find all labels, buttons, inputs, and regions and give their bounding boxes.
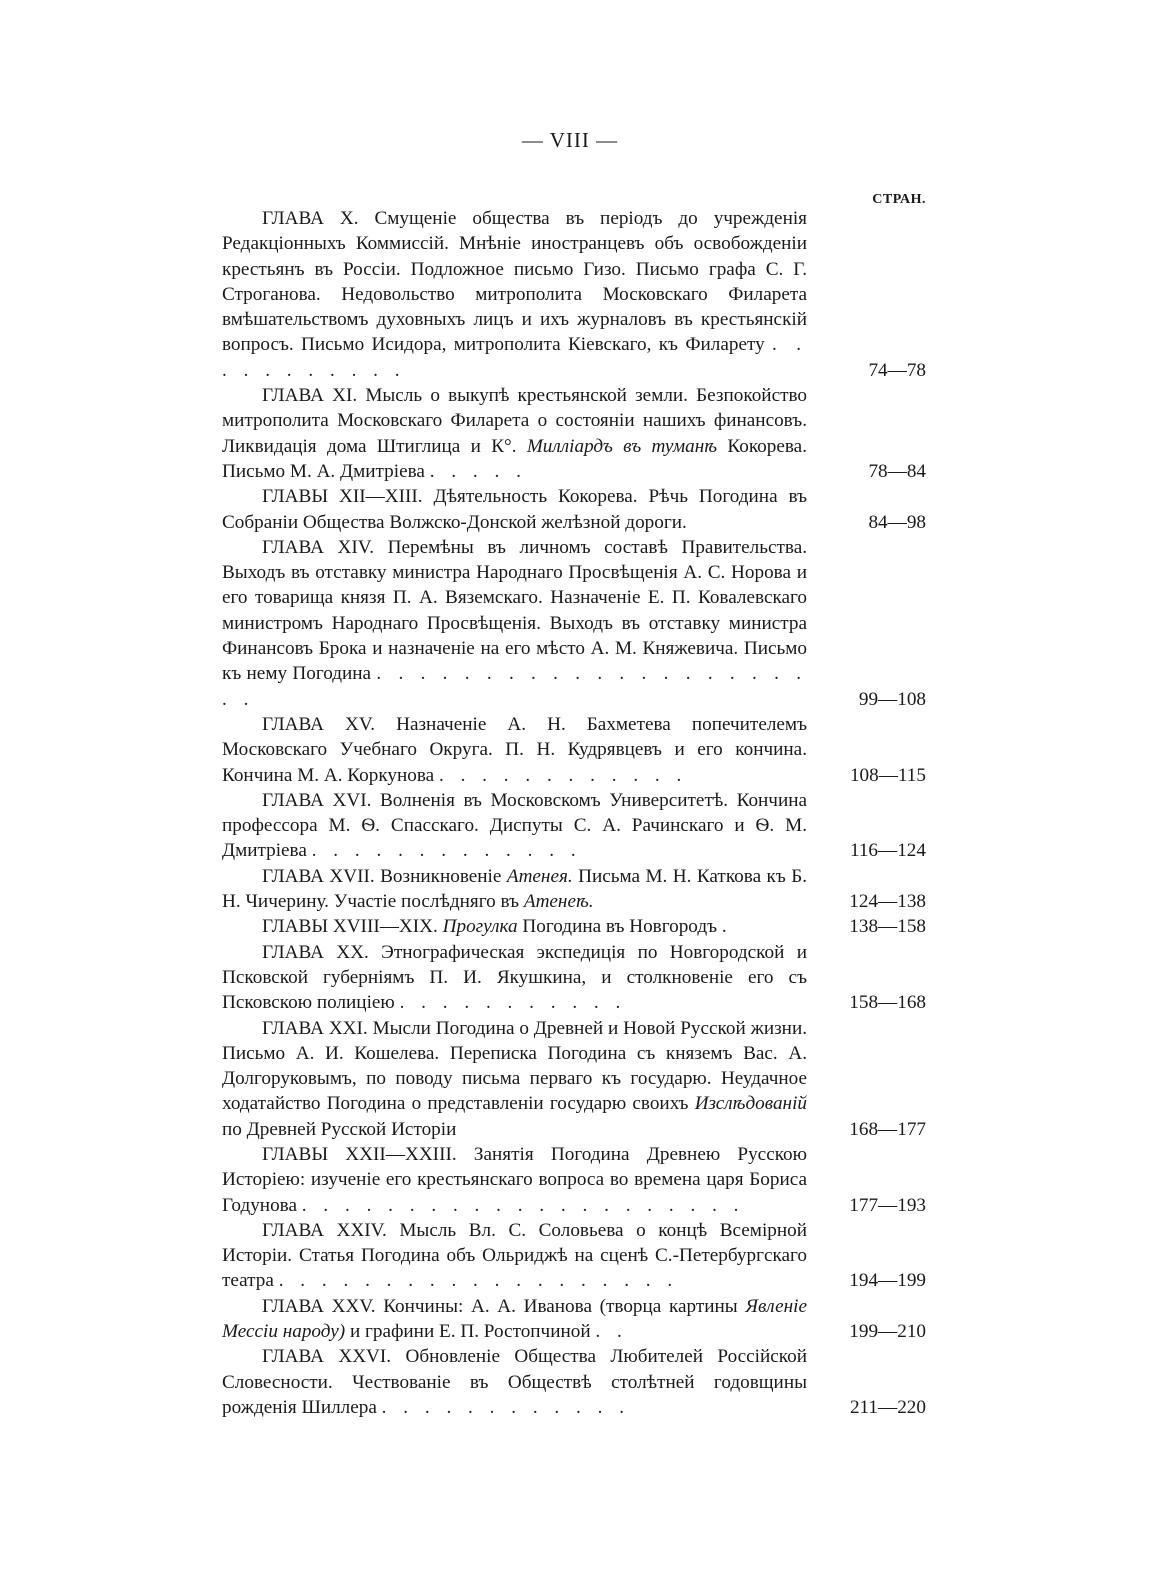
- page-range: 158—168: [849, 992, 926, 1014]
- chapter-summary: Мысли Погодина о Древней и Новой Русской жизни. Письмо А. И. Кошелева. Переписка Погодина съ княземъ Вас. А. Долгоруковымъ, по поводу письма перваго къ государю. Неудачное ходатайство Погодина о представленіи государю своихъ: [222, 1017, 808, 1115]
- toc-entry-chapter-20: [222, 940, 926, 1016]
- toc-entry-chapter-21: [222, 1016, 926, 1142]
- chapter-heading: ГЛАВА XX.: [262, 941, 369, 963]
- entry-text: [222, 1016, 807, 1142]
- toc-entry-chapter-14: [222, 535, 926, 712]
- entry-text: [222, 864, 807, 915]
- chapter-heading: ГЛАВА XIV.: [262, 536, 374, 558]
- toc-entry-chapter-15: [222, 712, 926, 788]
- toc-entry-chapter-17: [222, 864, 926, 915]
- dot-leader: . . . . . . . . . . .: [399, 992, 627, 1014]
- italic-title: Изслѣдованій: [694, 1093, 807, 1115]
- chapter-summary: Смущеніе общества въ періодъ до учрежденія Редакціонныхъ Коммиссій. Мнѣніе иностранцевъ объ освобожденіи крестьянъ въ Россіи. Подложное письмо Гизо. Письмо графа С. Г. Строганова. Недовольство митрополита Московскаго Филарета вмѣшательствомъ духовныхъ лицъ и ихъ журналовъ въ крестьянскій вопросъ. Письмо Исидора, митрополита Кіевскаго, къ Филарету: [222, 208, 808, 356]
- toc-entry-chapter-11: [222, 383, 926, 484]
- toc-entry-chapter-25: [222, 1294, 926, 1345]
- dot-leader: . .: [595, 1321, 628, 1343]
- chapter-heading: ГЛАВЫ XII—XIII.: [262, 486, 423, 508]
- chapter-heading: ГЛАВА XVI.: [262, 789, 372, 811]
- chapter-heading: ГЛАВЫ XVIII—XIX.: [262, 916, 438, 938]
- entry-text: [222, 914, 807, 939]
- toc-entry-chapter-24: [222, 1218, 926, 1294]
- chapter-summary: Дѣятельность Кокорева. Рѣчь Погодина въ Собраніи Общества Волжско-Донской желѣзной дороги.: [222, 486, 807, 533]
- chapter-heading: ГЛАВА XXV.: [262, 1295, 376, 1317]
- toc-entry-chapters-12-13: [222, 484, 926, 535]
- page-range: 124—138: [849, 891, 926, 913]
- italic-title: Явленіе Мессіи народу): [222, 1295, 808, 1343]
- toc-entry-chapter-26: [222, 1344, 926, 1420]
- pages-column-header: СТРАН.: [872, 192, 926, 207]
- chapter-summary: Обновленіе Общества Любителей Россійской Словесности. Чествованіе въ Обществѣ столѣтней годовщины рожденія Шиллера: [222, 1346, 808, 1418]
- toc-entry-chapter-16: [222, 788, 926, 864]
- table-of-contents: [222, 206, 926, 1420]
- chapter-summary: Назначеніе А. Н. Бахметева попечителемъ Московскаго Учебнаго Округа. П. Н. Кудрявцевъ и его кончина. Кончина М. А. Коркунова: [222, 713, 807, 786]
- entry-text: [222, 1142, 807, 1218]
- chapter-summary-cont: Письма М. Н. Каткова къ Б. Н. Чичерину. Участіе послѣдняго въ: [222, 865, 808, 913]
- entry-text: [222, 383, 807, 484]
- dot-leader: . . . . .: [429, 460, 527, 482]
- chapter-heading: ГЛАВА XI.: [262, 385, 358, 407]
- italic-title: Атенея.: [506, 865, 573, 887]
- page-range: 138—158: [849, 916, 926, 938]
- entry-text: [222, 1294, 807, 1345]
- dot-leader: . . . . . . . . . . . .: [381, 1396, 630, 1418]
- page-range: 177—193: [849, 1194, 926, 1216]
- italic-title: Прогулка: [442, 916, 518, 938]
- chapter-heading: ГЛАВА XV.: [262, 713, 376, 735]
- chapter-heading: ГЛАВА XXI.: [262, 1017, 368, 1039]
- chapter-heading: ГЛАВА XXIV.: [262, 1219, 387, 1241]
- dot-leader: . . . . . . . . . . . . . . . . . . . . . .: [222, 663, 808, 710]
- chapter-heading: ГЛАВЫ XXII—XXIII.: [262, 1143, 457, 1165]
- italic-title: Милліардъ въ туманѣ: [526, 435, 718, 457]
- chapter-summary: Волненія въ Московскомъ Университетѣ. Кончина профессора М. Ѳ. Спасскаго. Диспуты С. А. Рачинскаго и Ѳ. М. Дмитріева: [222, 789, 808, 862]
- chapter-heading: ГЛАВА XVII.: [262, 865, 375, 887]
- page-range: 211—220: [849, 1396, 926, 1418]
- toc-entry-chapter-10: [222, 206, 926, 383]
- dot-leader: .: [721, 916, 733, 938]
- entry-text: [222, 788, 807, 864]
- chapter-summary-cont: Погодина въ Новгородъ: [522, 916, 718, 938]
- dot-leader: . . . . . . . . . . .: [222, 334, 807, 381]
- page-range: 108—115: [849, 764, 926, 786]
- dot-leader: . . . . . . . . . . . . .: [311, 840, 582, 862]
- toc-entry-chapters-22-23: [222, 1142, 926, 1218]
- chapter-summary-cont: и графини Е. П. Ростопчиной: [349, 1321, 591, 1343]
- chapter-summary: Мысль Вл. С. Соловьева о концѣ Всемірной Исторіи. Статья Погодина объ Ольриджѣ на сценѣ С.-Петербургскаго театра: [222, 1219, 807, 1292]
- entry-text: [222, 1344, 807, 1420]
- chapter-heading: ГЛАВА XXVI.: [262, 1346, 392, 1368]
- dot-leader: . . . . . . . . . . . . . . . . . . . . .: [301, 1194, 745, 1216]
- dot-leader: . . . . . . . . . . . .: [438, 764, 688, 786]
- page-range: 116—124: [849, 840, 926, 862]
- page-range: 99—108: [858, 688, 926, 710]
- chapter-summary: Возникновеніе: [380, 865, 502, 887]
- italic-title-2: Атенеѣ.: [523, 891, 594, 913]
- entry-text: [222, 940, 807, 1016]
- page-range: 199—210: [849, 1321, 926, 1343]
- chapter-summary: Кончины: А. А. Иванова (творца картины: [383, 1295, 738, 1317]
- dot-leader: . . . . . . . . . . . . . . . . . . .: [278, 1270, 679, 1292]
- toc-entry-chapters-18-19: [222, 914, 926, 939]
- chapter-heading: ГЛАВА X.: [262, 208, 359, 229]
- entry-text: [222, 1218, 807, 1294]
- page-range: 168—177: [849, 1118, 926, 1140]
- page-range: 74—78: [868, 359, 926, 381]
- chapter-summary-cont: по Древней Русской Исторіи: [222, 1118, 457, 1140]
- page-range: 194—199: [849, 1270, 926, 1292]
- chapter-summary-cont: Кокорева. Письмо М. А. Дмитріева: [222, 435, 807, 482]
- chapter-summary: Этнографическая экспедиція по Новгородской и Псковской губерніямъ П. И. Якушкина, и столкновеніе его съ Псковскою полиціею: [222, 941, 807, 1014]
- entry-text: [222, 206, 807, 383]
- entry-text: [222, 712, 807, 788]
- entry-text: [222, 484, 807, 535]
- chapter-summary: Занятія Погодина Древнею Русскою Исторіею: изученіе его крестьянскаго вопроса во времена царя Бориса Годунова: [222, 1143, 807, 1216]
- page-range: 78—84: [868, 460, 926, 482]
- page-number-header: — VIII —: [521, 128, 619, 152]
- page-range: 84—98: [868, 511, 926, 533]
- chapter-summary: Перемѣны въ личномъ составѣ Правительства. Выходъ въ отставку министра Народнаго Просвѣщенія А. С. Норова и его товарища князя П. А. Вяземскаго. Назначеніе Е. П. Ковалевскаго министромъ Народнаго Просвѣщенія. Выходъ въ отставку министра Финансовъ Брока и назначеніе на его мѣсто А. М. Княжевича. Письмо къ нему Погодина: [222, 536, 808, 685]
- entry-text: [222, 535, 807, 712]
- chapter-summary: Мысль о выкупѣ крестьянской земли. Безпокойство митрополита Московскаго Филарета о состояніи нашихъ финансовъ. Ликвидація дома Штиглица и К°.: [222, 385, 807, 457]
